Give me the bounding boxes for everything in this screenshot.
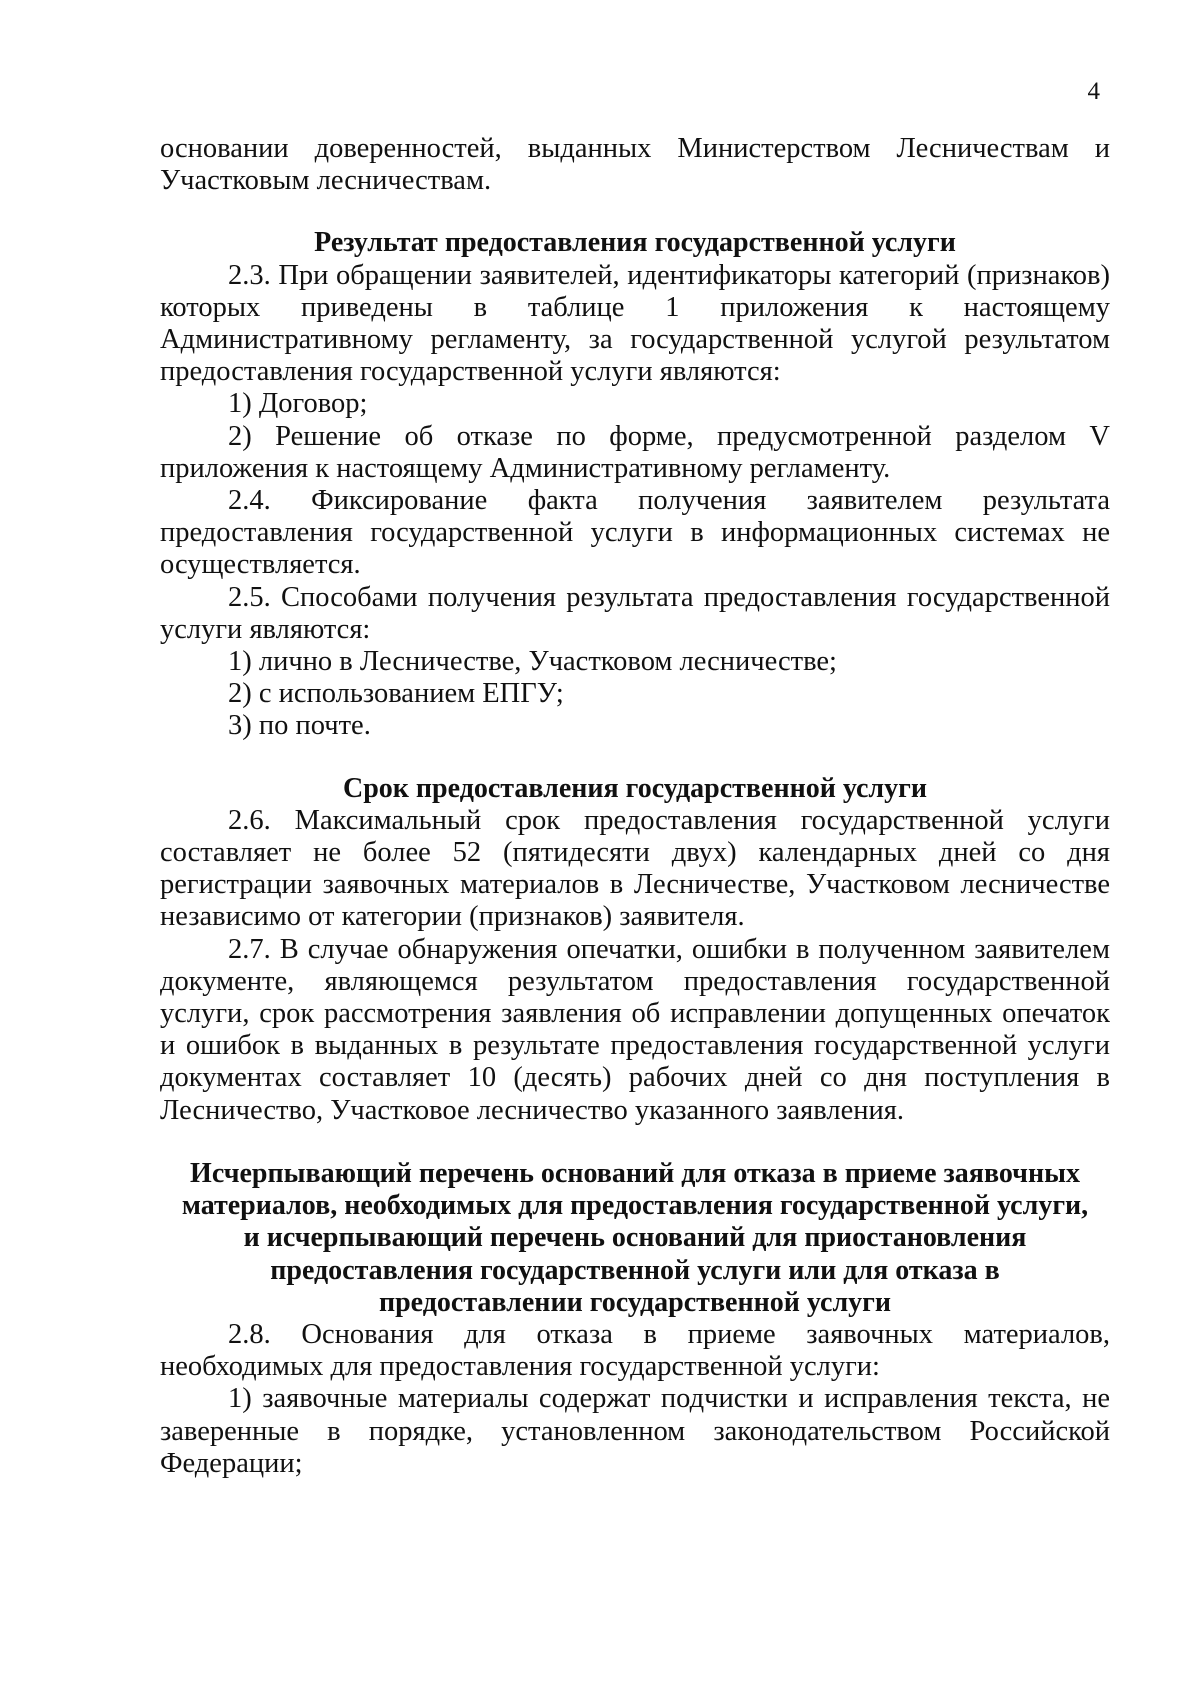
- paragraph-2-8: 2.8. Основания для отказа в приеме заявочных материалов, необходимых для предоставления государственной услуги:: [160, 1318, 1110, 1383]
- paragraph-2-6: 2.6. Максимальный срок предоставления государственной услуги составляет не более 52 (пятидесяти двух) календарных дней со дня регистрации заявочных материалов в Лесничестве, Участковом лесничестве независимо от категории (признаков) заявителя.: [160, 804, 1110, 933]
- list-item: 2) с использованием ЕПГУ;: [228, 678, 564, 710]
- heading-line: Исчерпывающий перечень оснований для отказа в приеме заявочных: [190, 1157, 1080, 1189]
- list-item: 1) Договор;: [228, 388, 368, 420]
- list-item: 3) по почте.: [228, 710, 371, 742]
- paragraph-2-4: 2.4. Фиксирование факта получения заявителем результата предоставления государственной услуги в информационных системах не осуществляется.: [160, 485, 1110, 581]
- document-body: [160, 133, 1110, 1480]
- section-heading-refusal-grounds: [160, 1158, 1110, 1319]
- intro-paragraph: основании доверенностей, выданных Министерством Лесничествам и Участковым лесничествам.: [160, 133, 1110, 197]
- section-heading-term: Срок предоставления государственной услуги: [343, 772, 927, 804]
- page-number: 4: [1087, 78, 1100, 105]
- paragraph-2-7: 2.7. В случае обнаружения опечатки, ошибки в полученном заявителем документе, являющемся результатом предоставления государственной услуги, срок рассмотрения заявления об исправлении допущенных опечаток и ошибок в выданных в результате предоставления государственной услуги документах составляет 10 (десять) рабочих дней со дня поступления в Лесничество, Участковое лесничество указанного заявления.: [160, 933, 1110, 1126]
- heading-line: предоставлении государственной услуги: [378, 1286, 892, 1318]
- paragraph-2-5: 2.5. Способами получения результата предоставления государственной услуги являются:: [160, 581, 1110, 645]
- heading-line: материалов, необходимых для предоставления государственной услуги,: [181, 1190, 1089, 1222]
- heading-line: и исчерпывающий перечень оснований для приостановления: [243, 1222, 1027, 1254]
- paragraph-2-3: 2.3. При обращении заявителей, идентификаторы категорий (признаков) которых приведены в таблице 1 приложения к настоящему Административному регламенту, за государственной услугой результатом предоставления государственной услуги являются:: [160, 259, 1110, 388]
- section-heading-result: Результат предоставления государственной услуги: [314, 227, 956, 259]
- list-item: 1) лично в Лесничестве, Участковом лесничестве;: [228, 646, 837, 678]
- list-item: 1) заявочные материалы содержат подчистки и исправления текста, не заверенные в порядке, установленном законодательством Российской Федерации;: [160, 1383, 1110, 1479]
- heading-line: предоставления государственной услуги или для отказа в: [270, 1254, 1000, 1286]
- list-item: 2) Решение об отказе по форме, предусмотренной разделом V приложения к настоящему Административному регламенту.: [160, 420, 1110, 484]
